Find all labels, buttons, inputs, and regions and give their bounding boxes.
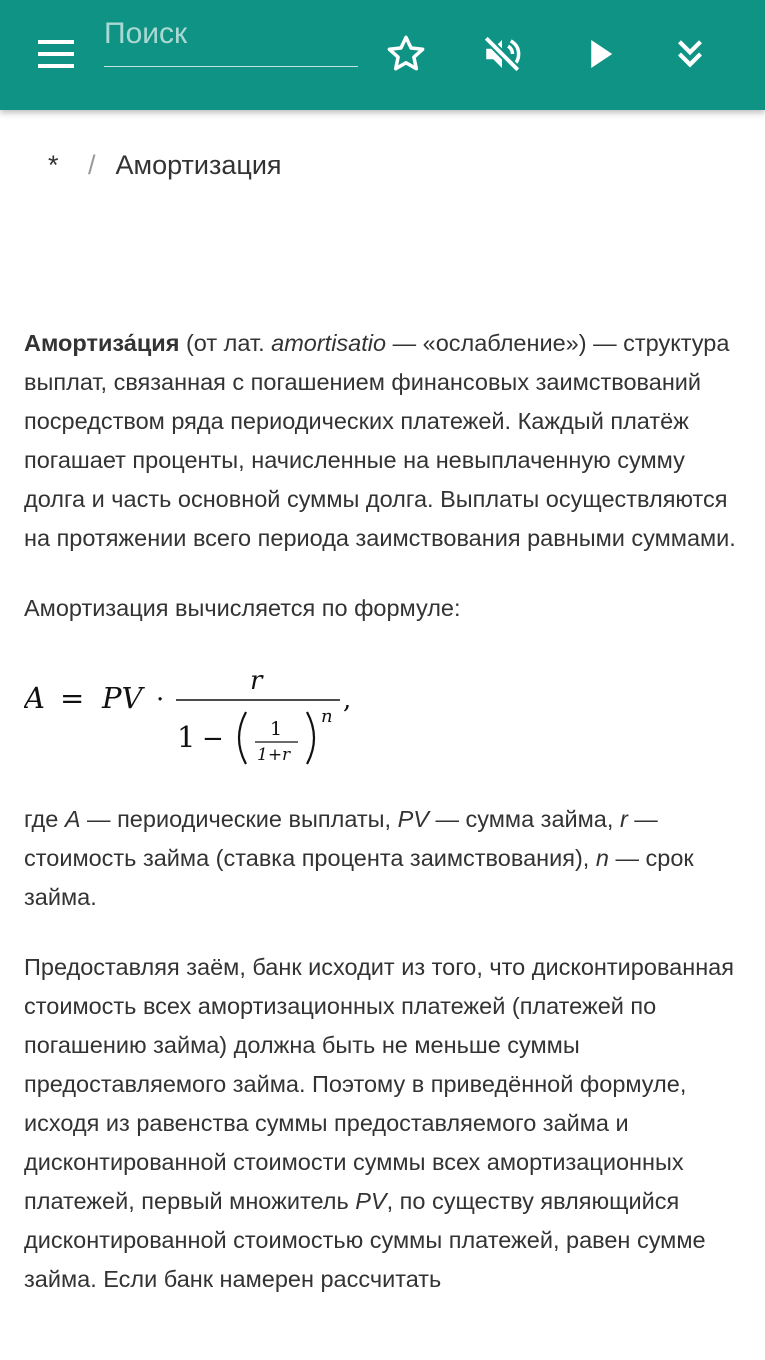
menu-icon-bar [38, 64, 74, 68]
menu-button[interactable] [38, 40, 74, 68]
formula-minus: − [202, 724, 224, 754]
explanation-paragraph [24, 948, 744, 1299]
var-n: n [595, 845, 609, 871]
latin-term: amortisatio [271, 330, 387, 356]
var-text: где [24, 806, 65, 832]
menu-icon-bar [38, 40, 74, 44]
var-text: — срок займа. [24, 845, 694, 910]
play-icon [579, 33, 621, 75]
search-input[interactable] [104, 14, 358, 54]
variables-paragraph [24, 800, 744, 917]
bookmark-button[interactable] [380, 28, 432, 80]
explanation-pv: PV [355, 1188, 387, 1214]
breadcrumb-root[interactable]: * [48, 150, 59, 180]
formula-dot: · [156, 685, 165, 715]
formula-exponent: n [321, 706, 333, 727]
explanation-text: Предоставляя заём, банк исходит из того, что дисконтированная стоимость всех амортизационных платежей (платежей по погашению займа) должна быть не меньше суммы предоставляемого займа. Поэтому в приведённой формуле, исходя из равенства суммы предоставляемого займа и дисконтированной стоимости суммы всех амортизационных платежей, первый множитель [24, 954, 734, 1214]
mute-button[interactable] [476, 28, 528, 80]
formula-equals: = [60, 681, 85, 715]
formula-one: 1 [177, 720, 196, 754]
intro-text: (от лат. [179, 330, 272, 356]
left-paren [239, 712, 246, 764]
var-r: r [619, 806, 628, 832]
star-outline-icon [385, 33, 427, 75]
formula-pv: PV [102, 681, 143, 715]
article-term: Амортиза́ция [24, 330, 180, 356]
formula-lhs: A [24, 681, 45, 715]
volume-off-icon [481, 33, 523, 75]
menu-icon-bar [38, 52, 74, 56]
inner-numerator: 1 [270, 718, 283, 740]
formula-svg [24, 636, 384, 796]
right-paren [307, 712, 314, 764]
app-bar [0, 0, 765, 110]
expand-button[interactable] [664, 28, 716, 80]
intro-paragraph [24, 324, 744, 558]
article-body [24, 324, 744, 1299]
explanation-text: , по существу являющийся дисконтированной стоимостью суммы платежей, равен сумме займа. Если банк намерен рассчитать [24, 1188, 706, 1292]
double-chevron-down-icon [669, 33, 711, 75]
breadcrumb-current: Амортизация [115, 150, 282, 180]
formula-intro: Амортизация вычисляется по формуле: [24, 595, 461, 621]
breadcrumb [48, 150, 282, 181]
var-text: — сумма займа, [428, 806, 620, 832]
var-text: — периодические выплаты, [80, 806, 398, 832]
amortization-formula [24, 628, 744, 800]
intro-text: — «ослабление») — структура выплат, связанная с погашением финансовых заимствований посредством ряда периодических платежей. Каждый платёж погашает проценты, начисленные на невыплаченную сумму долга и часть основной суммы долга. Выплаты осуществляются на протяжении всего периода заимствования равными суммами. [24, 330, 736, 551]
formula-numerator: r [250, 666, 263, 696]
var-text: — стоимость займа (ставка процента заимствования), [24, 806, 658, 871]
play-button[interactable] [574, 28, 626, 80]
inner-denominator: 1+r [257, 745, 291, 765]
breadcrumb-separator: / [88, 150, 96, 180]
search-field [104, 14, 358, 67]
var-pv: PV [397, 806, 429, 832]
formula-comma: , [343, 685, 352, 715]
var-a: A [64, 806, 81, 832]
